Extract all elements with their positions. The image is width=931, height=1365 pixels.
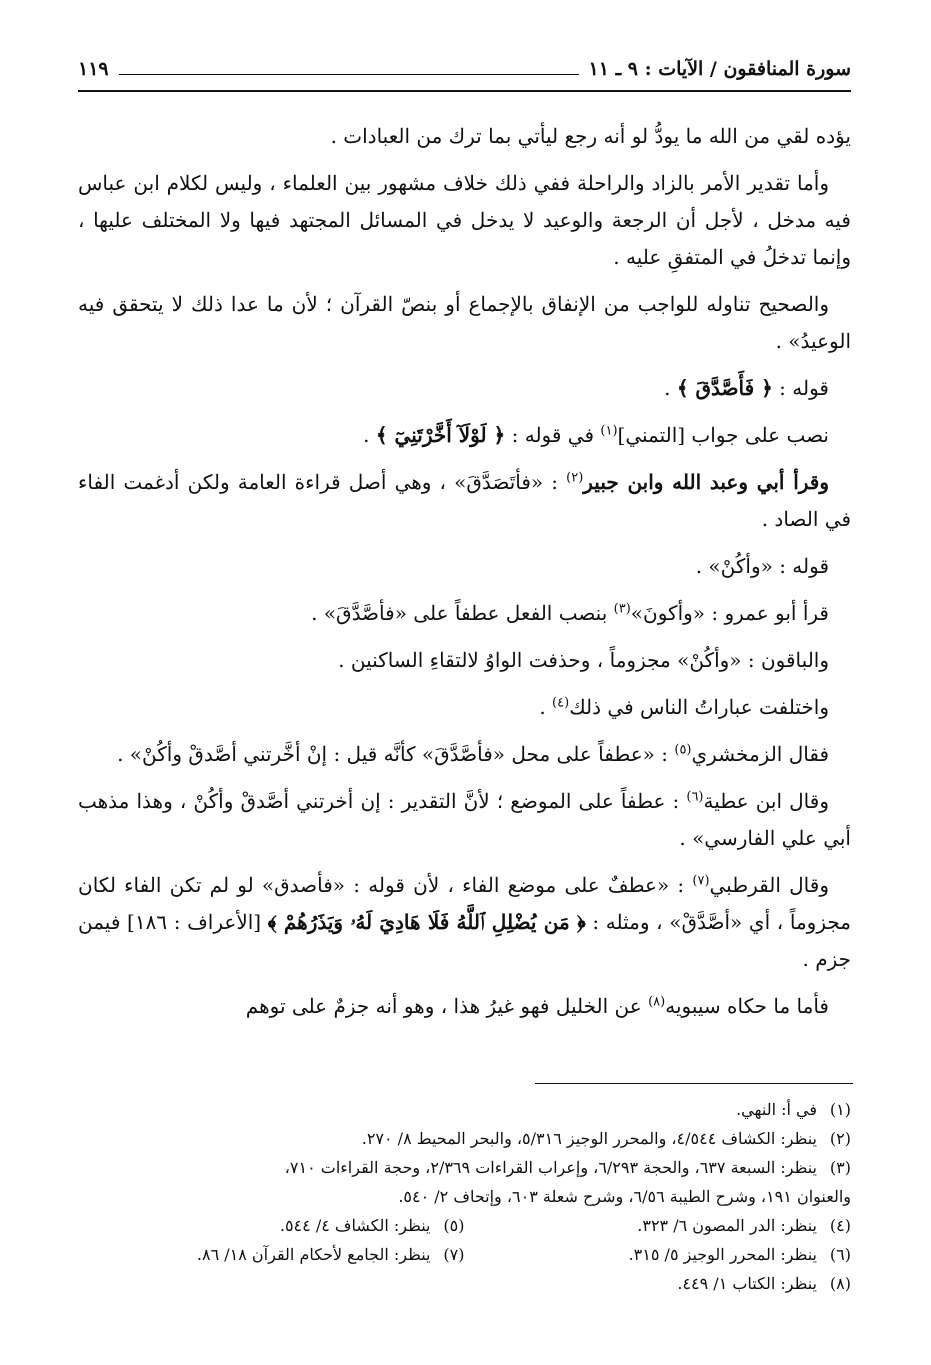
footnote-ref: (٤): [552, 695, 570, 711]
paragraph-13: وقال القرطبي$^{(٧)}$ : «عطفٌ على موضع الفاء ، لأن قوله : «فأصدق» لو لم تكن الفاء لكان مجزوماً ، أي «أصَّدَّقْ» ، ومثله : ﴿ مَن يُضْلِلِ ٱللَّهُ فَلَا هَادِيَ لَهُۥ وَيَذَرُهُمْ ﴾ [الأعراف : ١٨٦] فيمن جزم .: [78, 873, 851, 971]
page-header: [78, 52, 851, 86]
footnote-ref: (١): [600, 423, 618, 439]
paragraph-11: فقال الزمخشري$^{(٥)}$ : «عطفاً على محل «فأصَّدَّقَ» كأنَّه قيل : إنْ أخَّرتني أصَّدقْ وأكُنْ» .: [117, 742, 829, 766]
header-leader-line: [119, 74, 579, 75]
paragraph-9: والباقون : «وأكُنْ» مجزوماً ، وحذفت الواوُ لالتقاءِ الساكنين .: [338, 648, 829, 672]
footnote-row-4-5: [78, 1211, 851, 1240]
footnote-3: (٣)ينظر: السبعة ٦٣٧، والحجة ٦/٢٩٣، وإعراب القراءات ٢/٣٦٩، وحجة القراءات ٧١٠،: [284, 1158, 851, 1177]
footnote-ref: (٥): [674, 742, 692, 758]
footnote-6: (٦)ينظر: المحرر الوجيز ٥/ ٣١٥.: [628, 1245, 851, 1264]
paragraph-14: فأما ما حكاه سيبويه$^{(٨)}$ عن الخليل فهو غيرُ هذا ، وهو أنه جزمٌ على توهم: [245, 994, 829, 1018]
footnote-3-continuation: والعنوان ١٩١، وشرح الطيبة ٦/٥٦، وشرح شعلة ٦٠٣، وإتحاف ٢/ ٥٤٠.: [398, 1187, 851, 1206]
quran-quote: ﴿ فَأَصَّدَّقَ ﴾: [676, 376, 773, 400]
quran-quote: ﴿ مَن يُضْلِلِ ٱللَّهُ فَلَا هَادِيَ لَهُۥ وَيَذَرُهُمْ ﴾: [267, 910, 586, 934]
header-rule: [78, 90, 851, 92]
footnote-ref: (٢): [566, 470, 584, 486]
paragraph-4: قوله : ﴿ فَأَصَّدَّقَ ﴾ .: [664, 376, 829, 400]
footnote-ref: (٦): [686, 789, 704, 805]
footnote-ref: (٧): [692, 873, 710, 889]
quran-quote: ﴿ لَوْلَآ أَخَّرْتَنِيٓ ﴾: [375, 423, 506, 447]
paragraph-6: وقرأ أبي وعبد الله وابن جبير$^{(٢)}$ : «فأتَصَدَّقَ» ، وهي أصل قراءة العامة ولكن أدغمت الفاء في الصاد .: [78, 470, 851, 531]
footnote-ref: (٣): [613, 601, 631, 617]
footnote-1: (١)في أ: النهي.: [736, 1100, 851, 1119]
paragraph-3: والصحيح تناوله للواجب من الإنفاق بالإجماع أو بنصّ القرآن ؛ لأن ما عدا ذلك لا يتحقق فيه الوعيدُ» .: [78, 292, 851, 353]
paragraph-2: وأما تقدير الأمر بالزاد والراحلة ففي ذلك خلاف مشهور بين العلماء ، وليس لكلام ابن عباس فيه مدخل ، لأجل أن الرجعة والوعيد لا يدخل في المسائل المجتهد فيها ولا المختلف عليها ، وإنما تدخلُ في المتفقِ عليه .: [78, 171, 851, 269]
footnote-ref: (٨): [648, 994, 666, 1010]
paragraph-10: واختلفت عباراتُ الناس في ذلك$^{(٤)}$ .: [539, 695, 829, 719]
readers-names: وقرأ أبي وعبد الله وابن جبير: [583, 470, 830, 494]
footnotes: [78, 1095, 851, 1298]
footnote-2: (٢)ينظر: الكشاف ٤/٥٤٤، والمحرر الوجيز ٥/٣١٦، والبحر المحيط ٨/ ٢٧٠.: [361, 1129, 851, 1148]
paragraph-12: وقال ابن عطية$^{(٦)}$ : عطفاً على الموضع ؛ لأنَّ التقدير : إن أخرتني أصَّدقْ وأكُنْ ، وهذا مذهب أبي علي الفارسي» .: [78, 789, 851, 850]
footnote-7: (٧)ينظر: الجامع لأحكام القرآن ١٨/ ٨٦.: [196, 1245, 465, 1264]
paragraph-1: يؤده لقي من الله ما يودُّ لو أنه رجع ليأتي بما ترك من العبادات .: [330, 124, 851, 148]
main-text: [78, 118, 851, 1025]
paragraph-7: قوله : «وأكُنْ» .: [695, 554, 829, 578]
footnote-4: (٤)ينظر: الدر المصون ٦/ ٣٢٣.: [637, 1216, 851, 1235]
footnote-separator: [535, 1083, 853, 1084]
page-number: ١١٩: [78, 58, 109, 80]
paragraph-8: قرأ أبو عمرو : «وأكونَ»$^{(٣)}$ بنصب الفعل عطفاً على «فأصَّدَّقَ» .: [311, 601, 829, 625]
paragraph-5: نصب على جواب [التمني]$^{(١)}$ في قوله : ﴿ لَوْلَآ أَخَّرْتَنِيٓ ﴾ .: [363, 423, 829, 447]
footnote-5: (٥)ينظر: الكشاف ٤/ ٥٤٤.: [279, 1216, 465, 1235]
running-title: سورة المنافقون / الآيات : ٩ ـ ١١: [588, 58, 851, 80]
footnote-8: (٨)ينظر: الكتاب ١/ ٤٤٩.: [677, 1274, 851, 1293]
footnote-row-6-7: [78, 1240, 851, 1269]
